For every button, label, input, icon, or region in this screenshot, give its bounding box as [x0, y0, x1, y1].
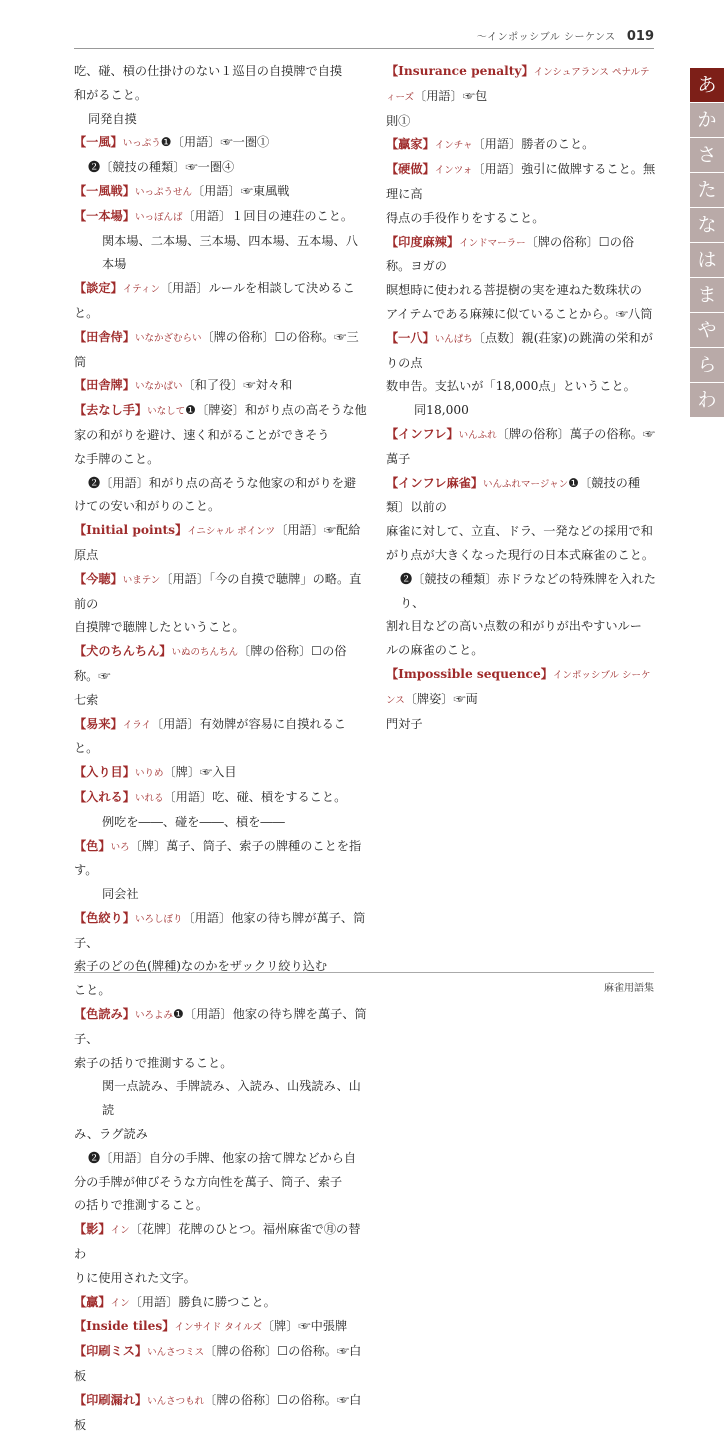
entry-line: [74, 713, 370, 762]
headword-reading: イン: [110, 1225, 130, 1237]
entry-line: [74, 60, 370, 84]
entry-line: [74, 230, 370, 278]
headword: 【一八】: [386, 330, 435, 345]
headword: 【犬のちんちん】: [74, 644, 172, 659]
headword-reading: いんさつミス: [147, 1347, 205, 1359]
dictionary-entry: [386, 133, 656, 158]
entry-line: [74, 1194, 370, 1218]
headword: 【Impossible sequence】: [386, 666, 553, 681]
entry-text: 分の手牌が伸びそうな方向性を萬子、筒子、索子: [74, 1174, 343, 1189]
entry-line: [74, 1052, 370, 1076]
dictionary-entry: [74, 835, 370, 907]
entry-line: [386, 231, 656, 280]
headword: 【談定】: [74, 281, 123, 296]
headword-reading: いろしぼり: [134, 913, 183, 925]
headword-reading: インサイド タイルズ: [174, 1322, 262, 1334]
entry-text: ❷〔競技の種類〕赤ドラなどの特殊牌を入れたり、: [400, 571, 656, 610]
headword-reading: いなかぱい: [134, 381, 183, 393]
entry-text: 〔牌の俗称〕萬子の俗称。☞萬子: [386, 426, 656, 466]
dictionary-entry: [74, 277, 370, 326]
headword: 【去なし手】: [74, 403, 148, 418]
entry-line: [386, 133, 656, 158]
entry-text: 七索: [74, 692, 99, 707]
entry-line: [386, 472, 656, 521]
running-header: [74, 28, 654, 49]
headword: 【インフレ麻雀】: [386, 475, 484, 490]
entry-text: 関一点読み、手牌読み、入読み、山残読み、山読: [102, 1079, 361, 1118]
entry-text: 得点の手役作りをすること。: [386, 210, 545, 225]
entry-line: [386, 615, 656, 639]
entry-text: 〔牌〕☞入目: [163, 765, 237, 780]
footer-label: 麻雀用語集: [604, 983, 654, 994]
entry-text: 同発自摸: [88, 111, 137, 126]
dictionary-entry: [74, 131, 370, 180]
index-tab-7[interactable]: ま: [690, 278, 724, 313]
entry-line: [74, 1123, 370, 1147]
entry-text: 家の和がりを避け、速く和がることができそう: [74, 427, 330, 442]
entry-line: [386, 110, 656, 134]
entry-line: [74, 1291, 370, 1316]
entry-text: 数申告。支払いが「18,000点」ということ。: [386, 379, 636, 394]
entry-text: ❶〔用語〕他家の待ち牌を萬子、筒子、: [74, 1007, 367, 1046]
headword-reading: イライ: [122, 719, 151, 731]
headword-reading: いっぷうせん: [134, 186, 192, 198]
dictionary-entry: [74, 1218, 370, 1290]
entry-text: 則①: [386, 113, 411, 128]
dictionary-entry: [386, 158, 656, 230]
index-tab-9[interactable]: ら: [690, 348, 724, 383]
headword-reading: いろ: [110, 841, 130, 853]
headword-reading: いなして: [147, 406, 186, 418]
entry-text: 割れ目などの高い点数の和がりが出やすいルー: [386, 619, 642, 634]
entry-line: [74, 835, 370, 884]
entry-text: 〔用語〕「今の自摸で聴牌」の略。直前の: [74, 571, 362, 611]
entry-text: 〔和了役〕☞対々和: [182, 378, 293, 393]
index-tab-2[interactable]: か: [690, 103, 724, 138]
entry-text: 例吃を――、碰を――、槓を――: [102, 814, 285, 829]
running-title: 〜インポッシブル シーケンス: [476, 32, 616, 43]
entry-line: [74, 180, 370, 205]
entry-text: 索子の括りで推測すること。: [74, 1055, 233, 1070]
running-footer: [74, 972, 654, 994]
headword-reading: いっぽんば: [134, 211, 183, 223]
entry-text: 自摸牌で聴牌したということ。: [74, 620, 245, 635]
entry-line: [386, 303, 656, 327]
headword-reading: いなかざむらい: [134, 332, 202, 344]
right-column: [386, 60, 656, 736]
headword-reading: イニシャル ポインツ: [187, 526, 276, 538]
entry-text: ❷〔競技の種類〕☞一圏④: [88, 160, 235, 175]
entry-line: [74, 448, 370, 472]
dictionary-entry: [386, 423, 656, 472]
entry-line: [386, 663, 656, 713]
entry-text: りに使用された文字。: [74, 1270, 196, 1285]
dictionary-entry: [74, 205, 370, 277]
dictionary-entry: [386, 231, 656, 327]
entry-text: ❷〔用語〕自分の手牌、他家の捨て牌などから自: [88, 1150, 357, 1165]
dictionary-entry: [74, 180, 370, 205]
entry-text: 〔用語〕吃、碰、槓をすること。: [163, 789, 347, 804]
headword: 【一風】: [74, 135, 123, 150]
entry-text: 〔牌の俗称〕☐の俗称。ヨガの: [386, 234, 635, 274]
entry-line: [74, 495, 370, 519]
entry-text: ❶〔用語〕☞一圏①: [160, 135, 270, 150]
entry-text: 同会社: [102, 887, 139, 902]
entry-text: 〔用語〕有効牌が容易に自摸れること。: [74, 716, 346, 756]
headword: 【印刷漏れ】: [74, 1392, 148, 1407]
entry-text: アイテムである麻辣に似ていることから。☞八筒: [386, 306, 653, 321]
headword-reading: インチャ: [434, 140, 473, 152]
entry-text: ❶〔牌姿〕和がり点の高そうな他: [185, 403, 367, 418]
entry-line: [74, 205, 370, 230]
entry-line: [74, 374, 370, 399]
dictionary-entry: [74, 1389, 370, 1437]
entry-line: [74, 1267, 370, 1291]
entry-line: [74, 1147, 370, 1171]
entry-text: 〔牌の俗称〕☐の俗称。☞白板: [74, 1392, 362, 1432]
dictionary-entry: [74, 713, 370, 762]
dictionary-entry: [74, 1315, 370, 1340]
headword: 【贏】: [74, 1294, 111, 1309]
left-column: [74, 60, 370, 1437]
index-tab-5[interactable]: な: [690, 208, 724, 243]
entry-text: 〔牌の俗称〕☐の俗称。☞白板: [74, 1344, 362, 1384]
headword: 【色絞り】: [74, 910, 135, 925]
dictionary-entry: [386, 60, 656, 133]
entry-line: [386, 520, 656, 544]
index-tab-10[interactable]: わ: [690, 383, 724, 418]
entry-text: の括りで推測すること。: [74, 1198, 209, 1213]
page-number: 019: [626, 29, 654, 44]
entry-text: ❶〔競技の種類〕以前の: [386, 475, 641, 515]
entry-line: [74, 156, 370, 180]
entry-text: 索子のどの色(牌種)なのかをザックリ絞り込む: [74, 959, 328, 974]
dictionary-entry: [74, 1291, 370, 1316]
entry-text: 〔用語〕☞包: [414, 88, 488, 103]
headword: 【今聴】: [74, 571, 123, 586]
dictionary-entry: [74, 640, 370, 712]
entry-line: [74, 326, 370, 375]
entry-text: ❷〔用語〕和がり点の高そうな他家の和がりを避: [88, 475, 357, 490]
entry-line: [74, 689, 370, 713]
entry-text: 〔用語〕他家の待ち牌が萬子、筒子、: [74, 910, 366, 950]
headword-reading: いんふれ: [458, 429, 497, 441]
dictionary-entry: [74, 519, 370, 568]
headword: 【印度麻辣】: [386, 234, 460, 249]
headword: 【Inside tiles】: [74, 1319, 175, 1334]
headword: 【贏家】: [386, 137, 435, 152]
dictionary-entry: [74, 568, 370, 640]
dictionary-entry: [74, 786, 370, 835]
entry-text: 〔用語〕☞東風戦: [191, 183, 290, 198]
headword: 【印刷ミス】: [74, 1344, 148, 1359]
entry-line: [386, 544, 656, 568]
index-tab-4[interactable]: た: [690, 173, 724, 208]
headword-reading: イティン: [122, 284, 160, 296]
entry-line: [74, 1389, 370, 1437]
dictionary-entry: [386, 663, 656, 736]
entry-line: [74, 640, 370, 689]
headword-reading: インドマーラー: [459, 237, 526, 249]
entry-text: な手牌のこと。: [74, 451, 160, 466]
headword: 【Insurance penalty】: [386, 64, 534, 78]
headword-reading: イン: [110, 1297, 130, 1309]
entry-text: けての安い和がりのこと。: [74, 499, 221, 514]
entry-text: 〔用語〕☞配給原点: [74, 523, 361, 562]
headword-reading: いれる: [134, 792, 164, 804]
entry-text: 和がること。: [74, 87, 148, 102]
headword: 【田舎侍】: [74, 329, 135, 344]
dictionary-entry: [74, 1003, 370, 1218]
entry-line: [386, 568, 656, 616]
headword: 【色読み】: [74, 1007, 135, 1022]
entry-line: [74, 1315, 370, 1340]
index-tab-3[interactable]: さ: [690, 138, 724, 173]
entry-line: [74, 616, 370, 640]
headword-reading: いんふれマージャン: [483, 478, 569, 490]
entry-line: [74, 399, 370, 424]
entry-text: 〔牌〕萬子、筒子、索子の牌種のことを指す。: [74, 838, 362, 878]
headword: 【入れる】: [74, 789, 135, 804]
headword-reading: いろよみ: [134, 1010, 173, 1022]
entry-line: [386, 158, 656, 207]
entry-text: 〔用語〕勝者のこと。: [472, 137, 595, 152]
entry-line: [74, 84, 370, 108]
entry-line: [386, 399, 656, 423]
entry-line: [386, 713, 656, 737]
index-tab-8[interactable]: や: [690, 313, 724, 348]
headword-reading: いんさつもれ: [147, 1395, 205, 1407]
headword: 【易来】: [74, 716, 123, 731]
index-tab-1[interactable]: あ: [690, 68, 724, 103]
entry-line: [74, 277, 370, 326]
headword: 【硬做】: [386, 162, 435, 177]
entry-line: [74, 811, 370, 835]
headword: 【Initial points】: [74, 523, 188, 538]
headword-reading: いぬのちんちん: [171, 647, 239, 659]
dictionary-entry: [74, 399, 370, 519]
headword-reading: いっぷう: [122, 138, 161, 150]
dictionary-entry: [74, 761, 370, 786]
entry-line: [74, 1003, 370, 1052]
entry-line: [74, 1340, 370, 1389]
entry-text: 〔牌の俗称〕☐の俗称。☞: [74, 644, 347, 683]
headword: 【一風戦】: [74, 183, 135, 198]
headword: 【インフレ】: [386, 426, 459, 441]
entry-line: [74, 907, 370, 956]
headword: 【一本場】: [74, 208, 135, 223]
headword: 【影】: [74, 1222, 111, 1237]
entry-text: 関本場、二本場、三本場、四本場、五本場、八本場: [102, 233, 358, 272]
entry-line: [386, 207, 656, 231]
entry-text: 麻雀に対して、立直、ドラ、一発などの採用で和: [386, 524, 653, 539]
entry-text: 吃、碰、槓の仕掛けのない１巡目の自摸牌で自摸: [74, 64, 343, 78]
entry-text: 瞑想時に使われる菩提樹の実を連ねた数珠状の: [386, 283, 642, 298]
entry-text: 〔用語〕１回目の連荘のこと。: [182, 208, 354, 223]
entry-text: 〔牌の俗称〕☐の俗称。☞三筒: [74, 329, 359, 369]
entry-line: [74, 883, 370, 907]
dictionary-entry: [386, 472, 656, 663]
entry-line: [74, 519, 370, 568]
headword: 【色】: [74, 838, 111, 853]
entry-line: [74, 108, 370, 132]
entry-text: 〔点数〕親(荘家)の跳満の栄和がりの点: [386, 330, 653, 370]
entry-text: こと。: [74, 983, 111, 998]
entry-text: 門対子: [386, 716, 423, 731]
entry-text: 〔花牌〕花牌のひとつ。福州麻雀で㊊の替わ: [74, 1222, 361, 1262]
entry-line: [74, 131, 370, 156]
entry-line: [386, 423, 656, 472]
entry-text: がり点が大きくなった現行の日本式麻雀のこと。: [386, 547, 655, 562]
entry-line: [386, 60, 656, 110]
entry-line: [74, 1075, 370, 1123]
dictionary-entry: [74, 326, 370, 375]
entry-line: [74, 1171, 370, 1195]
entry-text: 同18,000: [414, 403, 469, 418]
entry-text: 〔用語〕強引に做牌すること。無理に高: [386, 162, 656, 201]
entry-line: [74, 761, 370, 786]
headword-reading: いまテン: [122, 574, 161, 586]
dictionary-entry: [74, 374, 370, 399]
entry-line: [74, 568, 370, 617]
dictionary-entry: [386, 327, 656, 423]
entry-line: [74, 472, 370, 496]
dictionary-entry: [74, 60, 370, 131]
headword-reading: インツォ: [434, 165, 473, 177]
entry-line: [386, 375, 656, 399]
entry-text: 〔用語〕ルールを相談して決めること。: [74, 281, 355, 320]
entry-text: 〔牌姿〕☞両: [404, 691, 478, 706]
entry-line: [74, 786, 370, 811]
entry-text: ルの麻雀のこと。: [386, 643, 484, 658]
dictionary-entry: [74, 1340, 370, 1389]
headword-reading: インシュアランス ペナルティーズ: [386, 67, 650, 103]
entry-line: [74, 424, 370, 448]
entry-text: み、ラグ読み: [74, 1127, 148, 1142]
headword: 【入り目】: [74, 765, 135, 780]
entry-line: [386, 279, 656, 303]
entry-line: [386, 639, 656, 663]
headword: 【田舎牌】: [74, 378, 135, 393]
index-tab-6[interactable]: は: [690, 243, 724, 278]
entry-text: 〔牌〕☞中張牌: [261, 1319, 348, 1334]
headword-reading: インポッシブル シーケンス: [386, 669, 651, 706]
headword-reading: いりめ: [134, 768, 164, 780]
entry-text: 〔用語〕勝負に勝つこと。: [129, 1294, 276, 1309]
entry-line: [386, 327, 656, 376]
entry-line: [74, 1218, 370, 1267]
headword-reading: いんぱち: [434, 333, 473, 345]
index-tabs: [690, 68, 724, 418]
